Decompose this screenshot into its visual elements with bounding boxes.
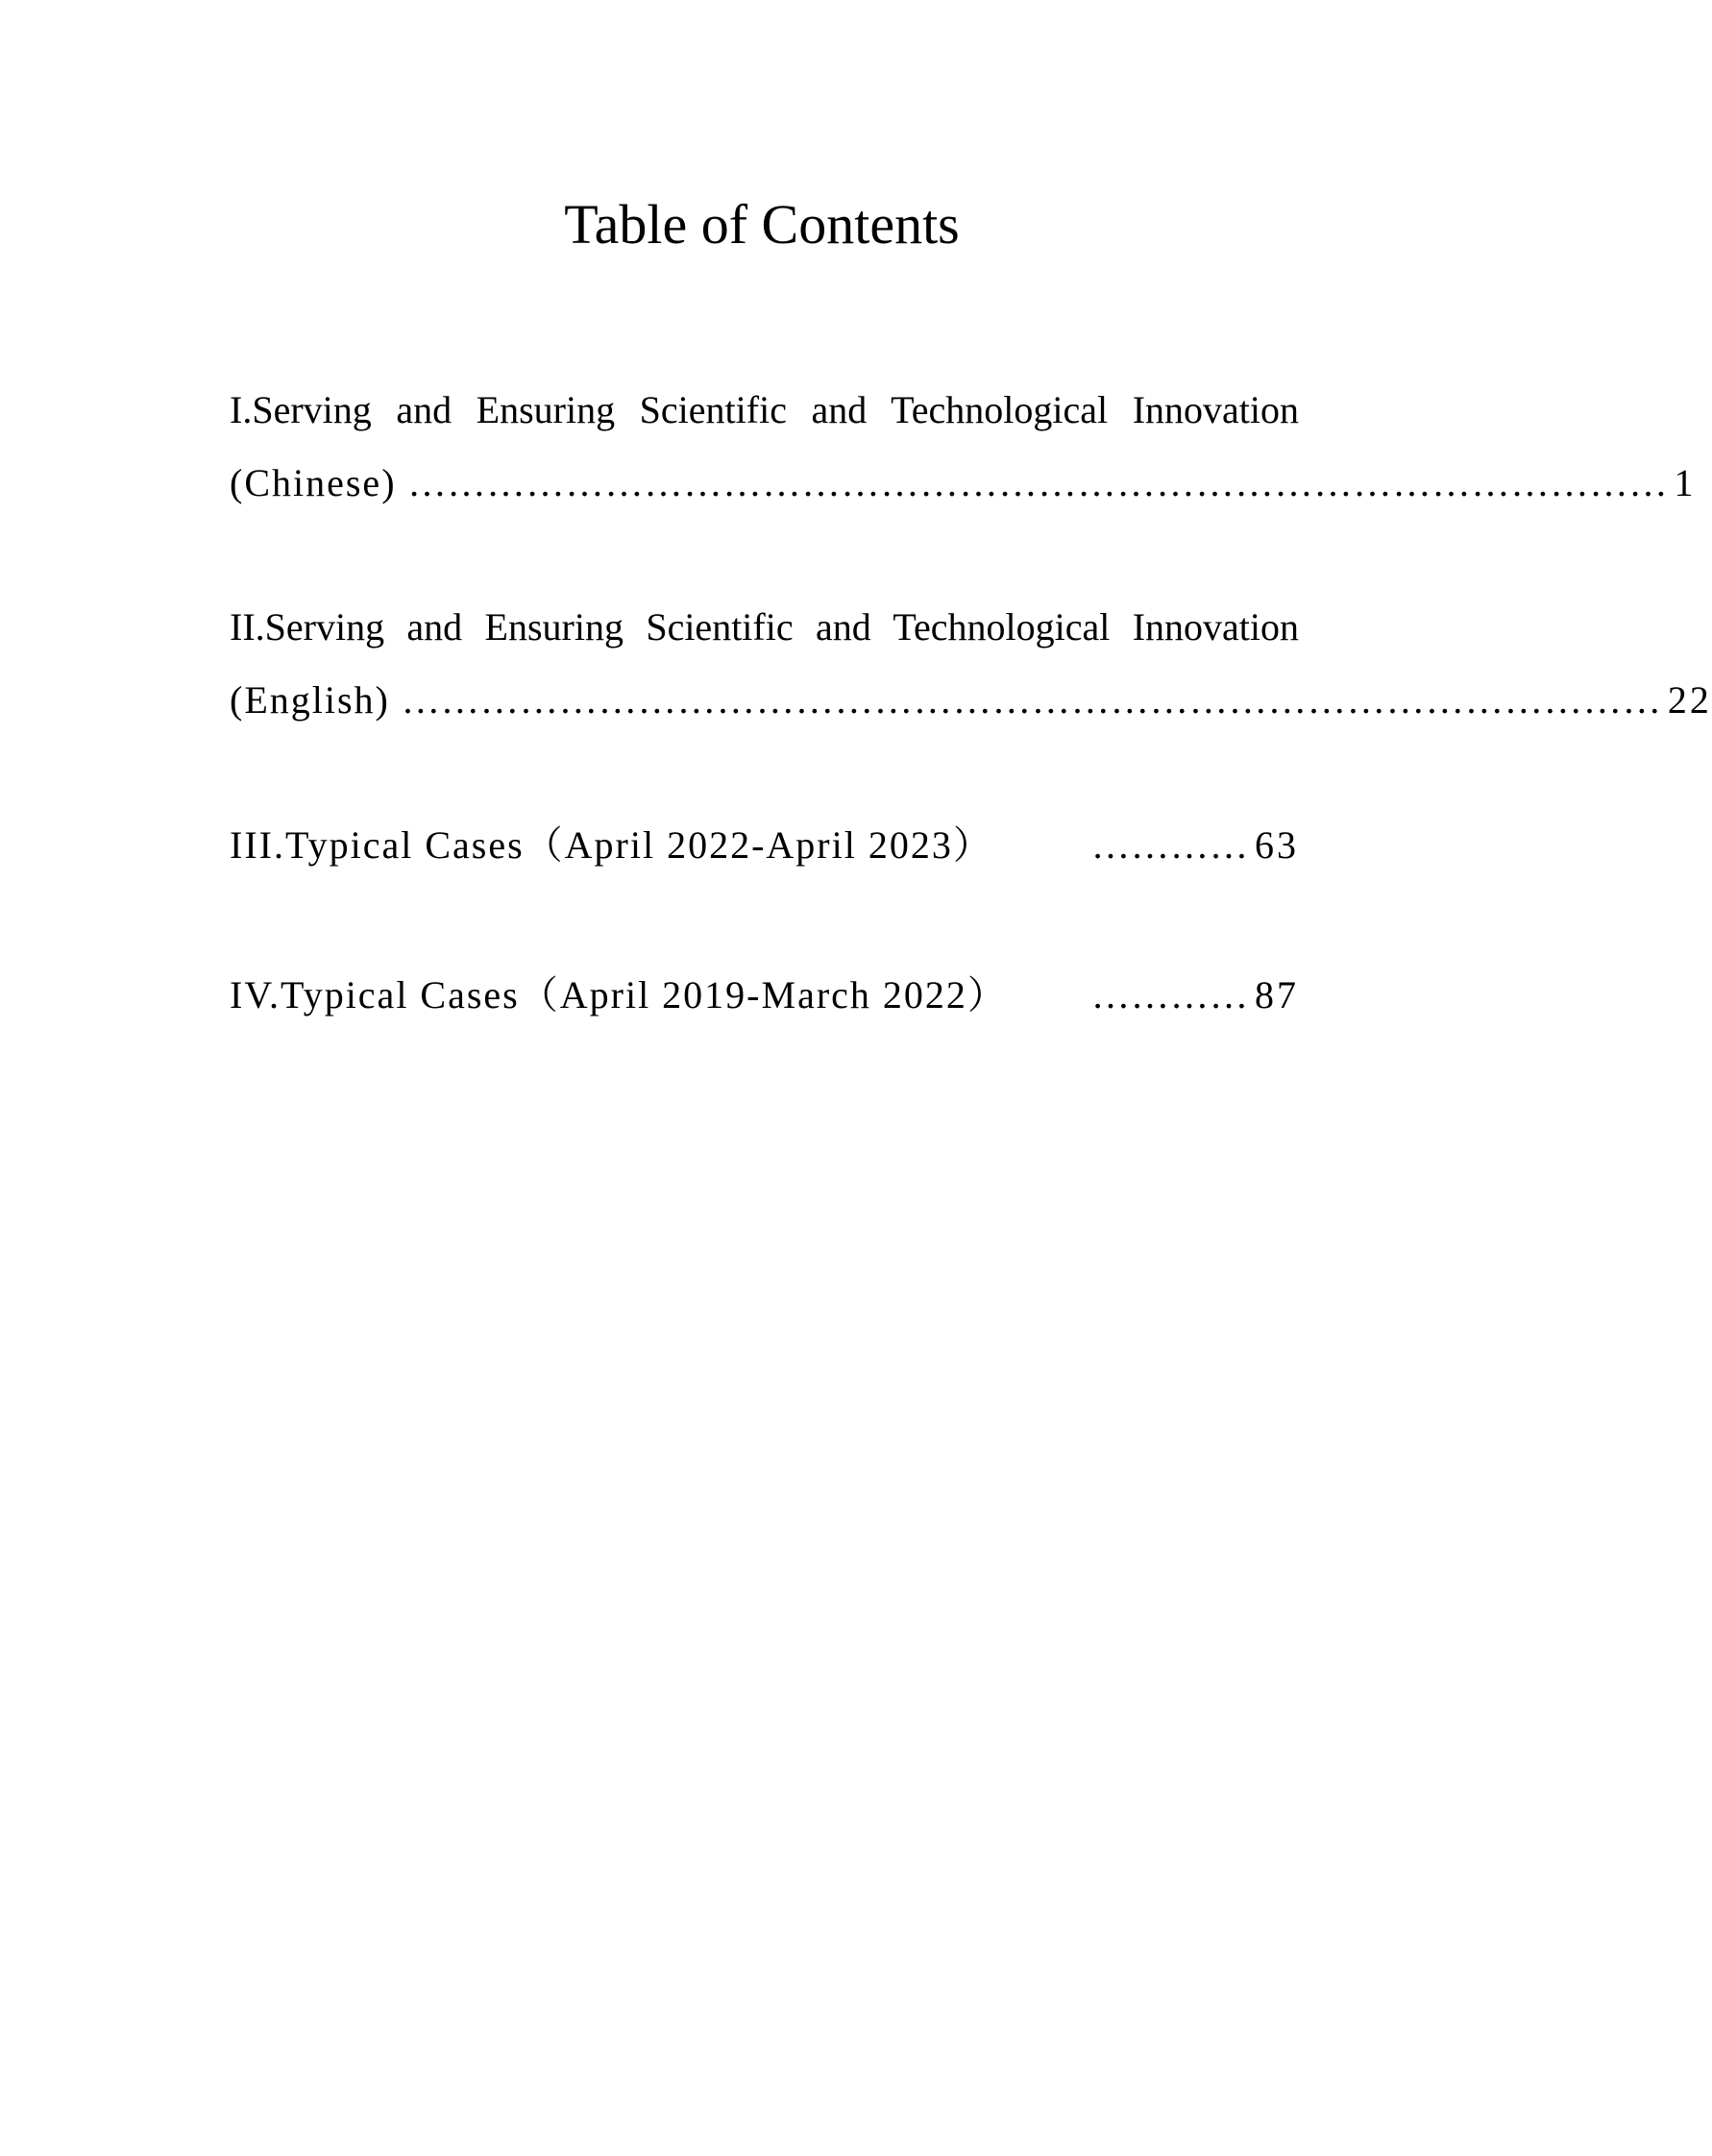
table-of-contents xyxy=(230,0,1712,2156)
toc-entry-3-title: III.Typical Cases（April 2022-April 2023） xyxy=(230,823,993,867)
toc-entry-4[interactable] xyxy=(230,971,1299,1019)
toc-entry-4-page-number: 87 xyxy=(1255,973,1299,1017)
toc-entry-4-title: IV.Typical Cases（April 2019-March 2022） xyxy=(230,973,1008,1017)
toc-entry-1-title[interactable]: I.Serving and Ensuring Scientific and Technological Innovation xyxy=(230,388,1299,431)
toc-entry-3[interactable] xyxy=(230,821,1299,870)
dot-leader: …………………………………………………………………………………… xyxy=(407,461,1669,504)
page-title: Table of Contents xyxy=(564,193,960,256)
toc-entry-2-page-number: 22 xyxy=(1667,678,1712,722)
dot-leader: ………… xyxy=(1091,823,1249,867)
toc-entry-2-title[interactable]: II.Serving and Ensuring Scientific and Technological Innovation xyxy=(230,605,1299,649)
dot-leader: …………………………………………………………………………………… xyxy=(401,678,1662,722)
dot-leader: ………… xyxy=(1091,973,1249,1017)
toc-entry-3-page-number: 63 xyxy=(1255,823,1299,867)
toc-entry-1-page-number: 1 xyxy=(1674,461,1697,504)
toc-entry-1-subtitle: (Chinese) xyxy=(230,461,397,504)
toc-entry-2-leader[interactable] xyxy=(230,676,1712,724)
toc-entry-2-subtitle: (English) xyxy=(230,678,390,722)
toc-entry-1-leader[interactable] xyxy=(230,459,1697,507)
